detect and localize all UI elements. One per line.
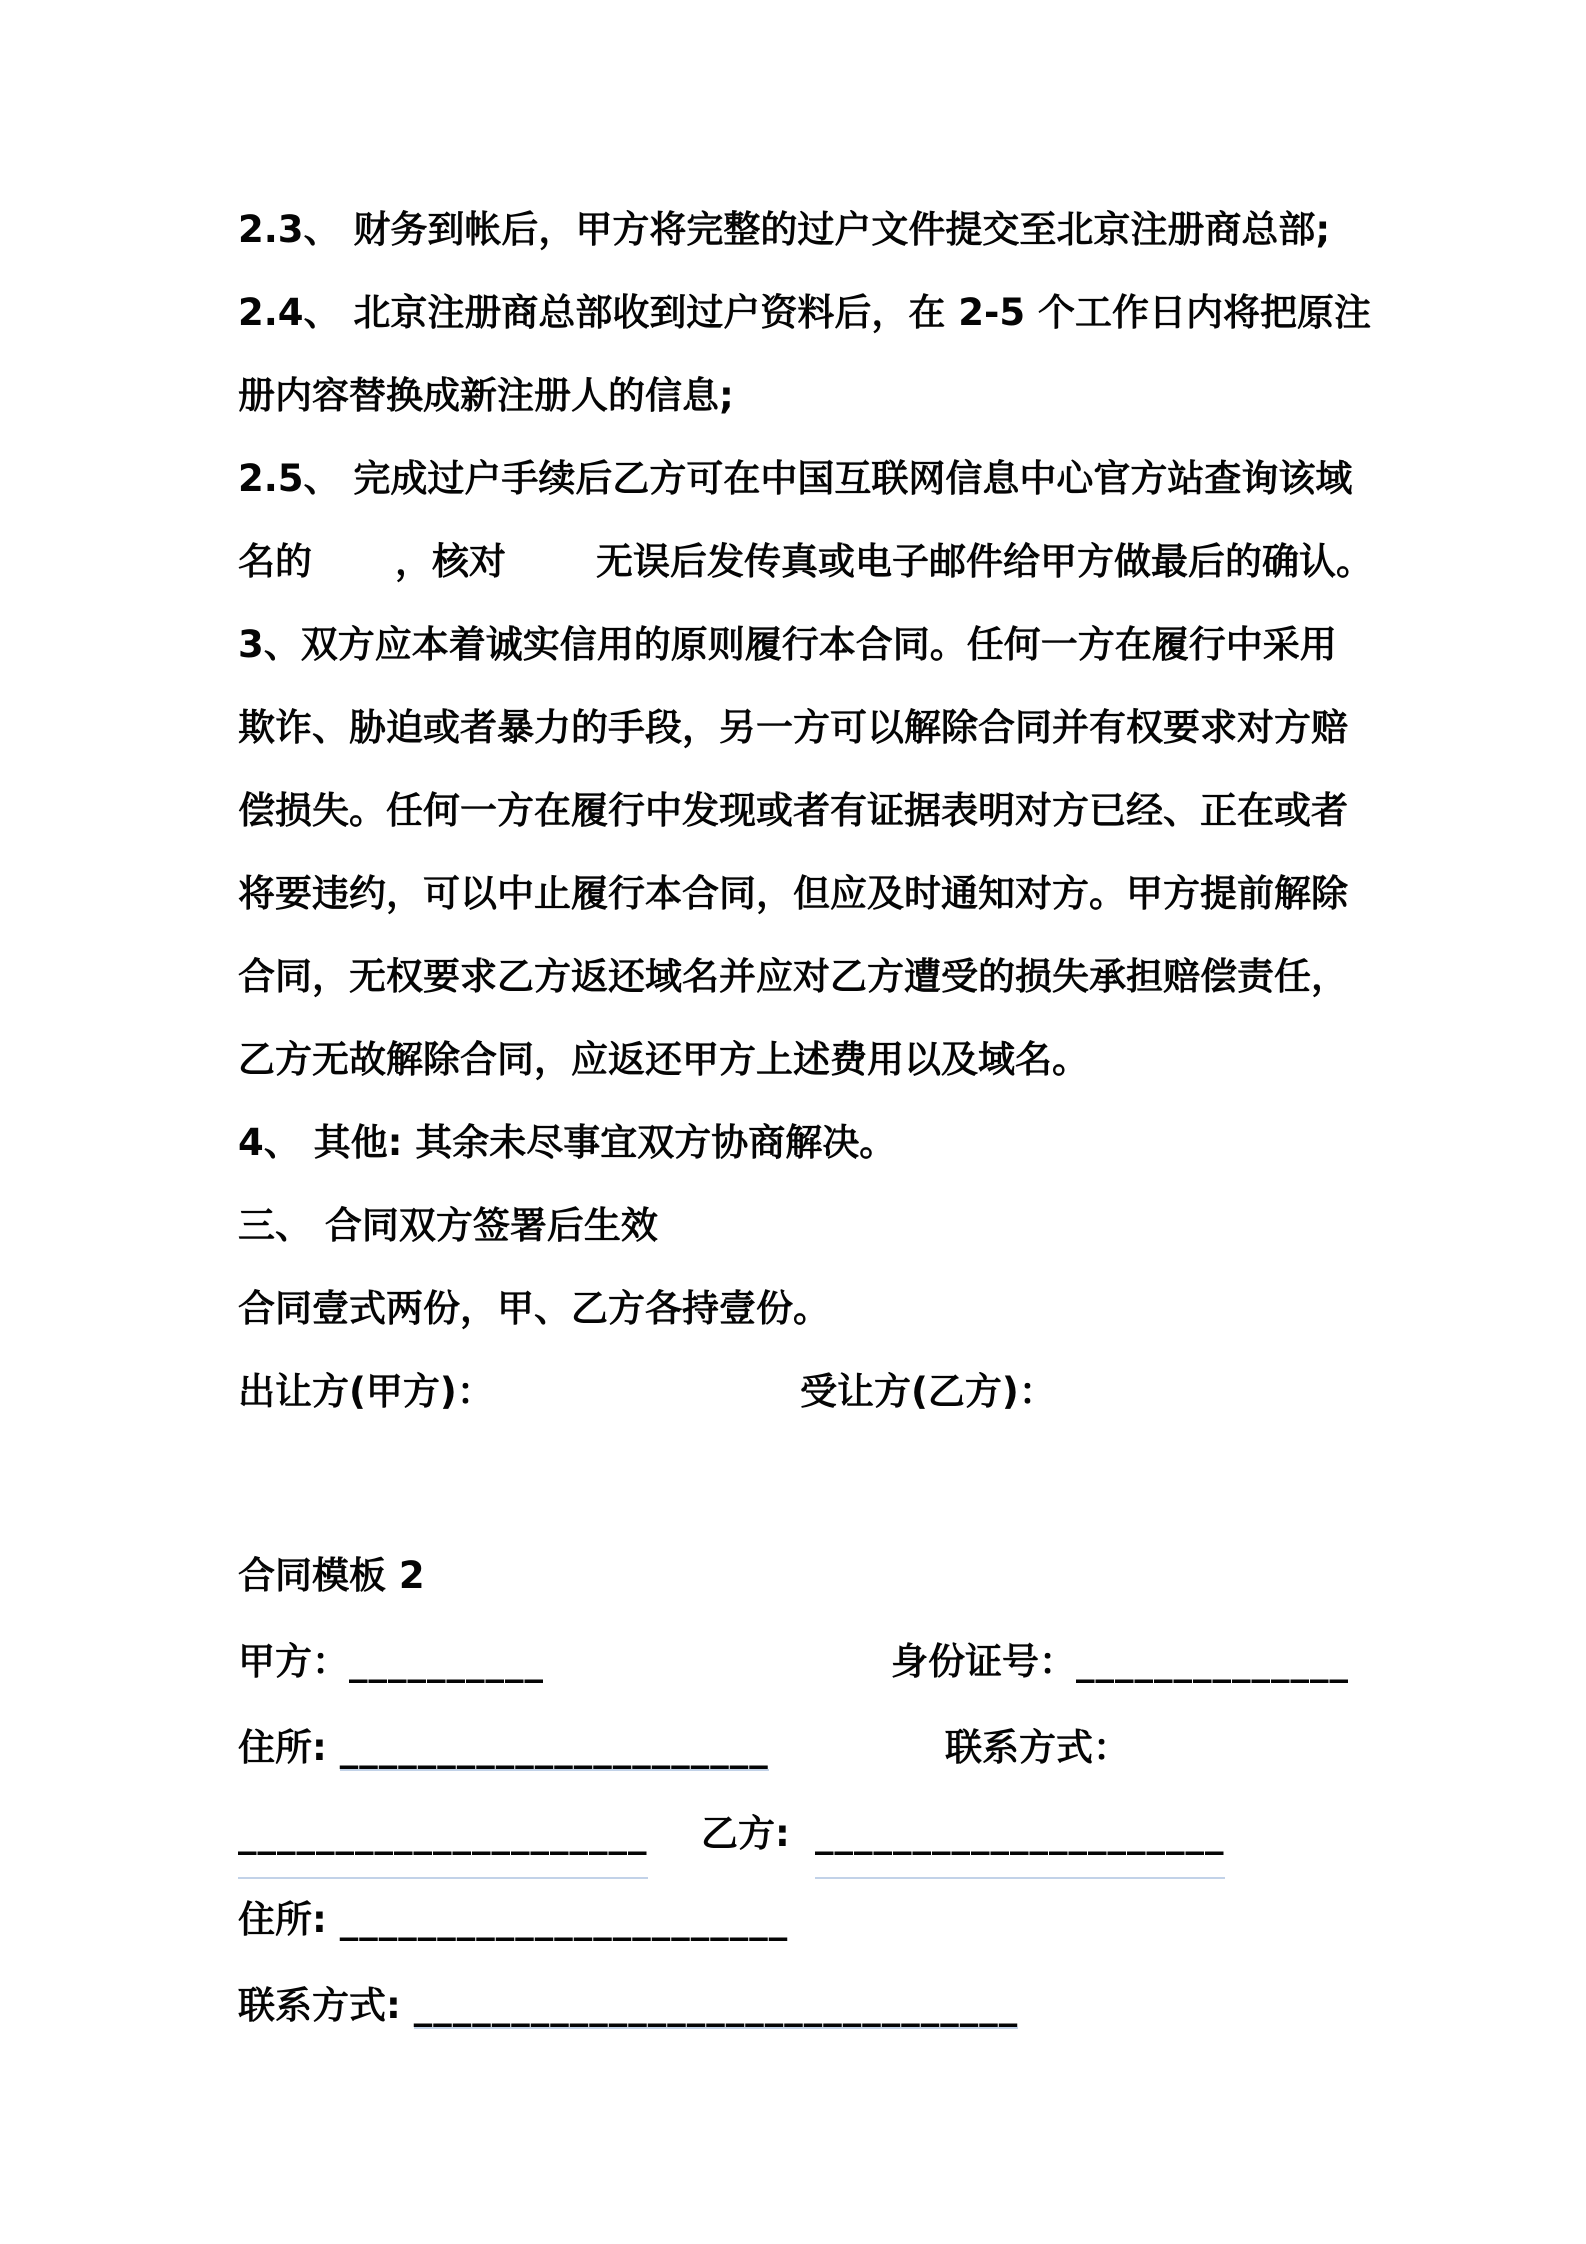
clause-2-5-seg2: ，核对 [395, 540, 506, 583]
clause-2-5: 2.5、 完成过户手续后乙方可在中国互联网信息中心官方站查询该域 [238, 457, 1353, 500]
party-a-blank-field: __________ [349, 1640, 544, 1683]
document-content [238, 188, 1373, 2049]
clause-2-5-seg3: 无误后发传真或电子邮件给甲方做最后的确认。 [596, 540, 1373, 583]
id-number-group [891, 1619, 1349, 1705]
template2-party-a-row [238, 1619, 1348, 1705]
party-b-blank-field: _____________________ [815, 1791, 1225, 1879]
contact-a-label: 联系方式： [945, 1726, 1130, 1769]
clause-2-5-seg1: 名的 [238, 540, 312, 583]
address-a-label: 住所: [238, 1726, 340, 1769]
party-a-label: 甲方： [238, 1640, 349, 1683]
transferor-party-a-label: 出让方(甲方)： [238, 1370, 494, 1413]
clause-2-5-continuation [238, 520, 1373, 603]
contact-b-blank-field: _______________________________ [413, 1984, 1019, 2027]
section-3-heading: 三、 合同双方签署后生效 [238, 1204, 658, 1247]
template2-title: 合同模板 2 [238, 1554, 425, 1597]
clause-2-4: 2.4、 北京注册商总部收到过户资料后，在 2-5 个工作日内将把原注 [238, 291, 1372, 334]
clause-2-4-continuation: 册内容替换成新注册人的信息; [238, 374, 734, 417]
contact-a-blank-field: _____________________ [238, 1791, 648, 1879]
clause-2-3: 2.3、 财务到帐后，甲方将完整的过户文件提交至北京注册商总部; [238, 208, 1331, 251]
template2-address-b-row [238, 1877, 1348, 1963]
clause-3-continuation-3: 将要违约，可以中止履行本合同，但应及时通知对方。甲方提前解除 [238, 872, 1348, 915]
template2-address-a-row [238, 1705, 1348, 1791]
template2-contact-b-row [238, 1963, 1348, 2049]
transferee-party-b-label: 受让方(乙方)： [800, 1370, 1056, 1413]
id-number-label: 身份证号： [891, 1640, 1076, 1683]
clause-4: 4、 其他: 其余未尽事宜双方协商解决。 [238, 1121, 897, 1164]
address-a-blank-field: ______________________ [339, 1726, 769, 1769]
clause-3-continuation-4: 合同，无权要求乙方返还域名并应对乙方遭受的损失承担赔偿责任， [238, 955, 1348, 998]
template2-party-b-row [238, 1791, 1348, 1877]
clause-3-continuation-1: 欺诈、胁迫或者暴力的手段，另一方可以解除合同并有权要求对方赔 [238, 706, 1348, 749]
party-b-label: 乙方: [701, 1812, 790, 1855]
clause-3-continuation-5: 乙方无故解除合同，应返还甲方上述费用以及域名。 [238, 1038, 1089, 1081]
clause-3-continuation-2: 偿损失。任何一方在履行中发现或者有证据表明对方已经、正在或者 [238, 789, 1348, 832]
copies-statement: 合同壹式两份，甲、乙方各持壹份。 [238, 1287, 830, 1330]
signature-line [238, 1350, 1348, 1433]
clause-3: 3、双方应本着诚实信用的原则履行本合同。任何一方在履行中采用 [238, 623, 1337, 666]
section-gap [238, 1433, 1348, 1533]
address-b-label: 住所: [238, 1898, 340, 1941]
id-number-blank-field: ______________ [1076, 1640, 1349, 1683]
contact-b-label: 联系方式: [238, 1984, 414, 2027]
address-b-blank-field: _______________________ [339, 1898, 789, 1941]
